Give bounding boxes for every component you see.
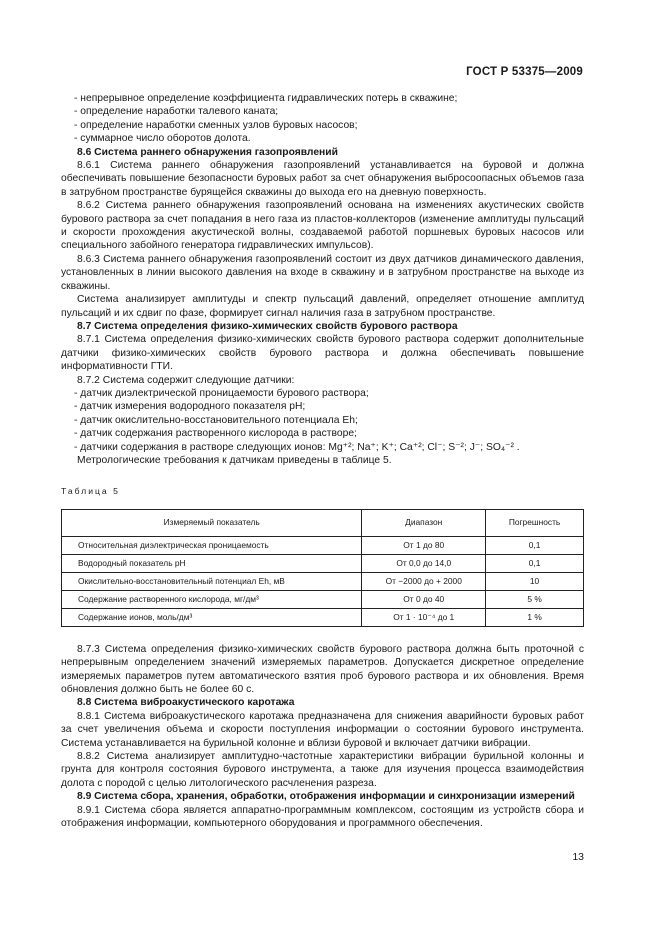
- section-heading-8-7: 8.7 Система определения физико-химических свойств бурового раствора: [77, 320, 458, 332]
- list-item: - определение наработки талевого каната;: [74, 106, 279, 118]
- paragraph-8-7-3: 8.7.3 Система определения физико-химических свойств бурового раствора должна быть проточной с непрерывным определением значений измеряемых параметров. Допускается дискретное определение измеряемых параметров путем автоматического взятия проб бурового раствора и их обновления. Время обновления должно быть не более 60 с.: [61, 643, 584, 695]
- table-cell: От 0,0 до 14,0: [362, 554, 486, 572]
- table-cell: Окислительно-восстановительный потенциал Eh, мВ: [62, 572, 362, 590]
- paragraph-8-9-1: 8.9.1 Система сбора является аппаратно-программным комплексом, состоящим из устройств сбора и отображения информации, компьютерного оборудования и программного обеспечения.: [61, 804, 584, 830]
- list-item: - датчик окислительно-восстановительного потенциала Eh;: [74, 414, 358, 426]
- paragraph-8-8-2: 8.8.2 Система анализирует амплитудно-частотные характеристики вибрации бурильной колонны и грунта для контроля состояния бурового инструмента, а также для изучения процесса взаимодействия долота с породой с целью литологического расчленения разреза.: [61, 751, 584, 789]
- page-content: [61, 92, 584, 830]
- list-item: [61, 441, 584, 454]
- section-heading-8-9: 8.9 Система сбора, хранения, обработки, отображения информации и синхронизации измерений: [77, 791, 575, 803]
- document-header: ГОСТ Р 53375—2009: [466, 66, 583, 78]
- list-item: - суммарное число оборотов долота.: [74, 133, 251, 145]
- paragraph-metrology: Метрологические требования к датчикам приведены в таблице 5.: [77, 454, 392, 466]
- table-cell: 10: [486, 572, 584, 590]
- list-item: - непрерывное определение коэффициента гидравлических потерь в скважине;: [74, 93, 458, 104]
- list-item: - датчик диэлектрической проницаемости бурового раствора;: [74, 387, 369, 399]
- column-header: Диапазон: [362, 509, 486, 536]
- table-header-row: [62, 509, 584, 536]
- ions-prefix: - датчики содержания в растворе следующих ионов:: [74, 441, 326, 453]
- paragraph-8-8-1: 8.8.1 Система виброакустического каротажа предназначена для снижения аварийности буровых работ за счет увеличения объема и скорости поступления информации о состоянии бурового инструмента. Система устанавливается на бурильной колонне и вблизи буровой и включает датчики вибрации.: [61, 710, 584, 749]
- table-cell: От 1 до 80: [362, 536, 486, 554]
- table-row: [62, 572, 584, 590]
- table-caption: Таблица 5: [61, 486, 120, 497]
- column-header: Погрешность: [486, 509, 584, 536]
- paragraph-8-7-1: 8.7.1 Система определения физико-химических свойств бурового раствора содержит дополнительные датчики физико-химических свойств бурового раствора и должна обеспечивать повышение информативности ГТИ.: [61, 334, 584, 373]
- table-row: [62, 608, 584, 626]
- column-header: Измеряемый показатель: [62, 509, 362, 536]
- paragraph-8-6-3: 8.6.3 Система раннего обнаружения газопроявлений состоит из двух датчиков динамического давления, установленных в линии высокого давления на входе в скважину и в затрубном пространстве на выходе из скважины.: [61, 253, 584, 292]
- table-row: [62, 590, 584, 608]
- table-cell: 0,1: [486, 554, 584, 572]
- paragraph-8-6-system: Система анализирует амплитуды и спектр пульсаций давлений, определяет отношение амплитуд пульсаций и их сдвиг по фазе, формирует сигнал наличия газа в затрубном пространстве.: [61, 294, 584, 319]
- table-cell: От 1 · 10⁻⁴ до 1: [362, 608, 486, 626]
- list-item: - определение наработки сменных узлов буровых насосов;: [74, 119, 358, 131]
- table-cell: От −2000 до + 2000: [362, 572, 486, 590]
- table-cell: Относительная диэлектрическая проницаемость: [62, 536, 362, 554]
- section-heading-8-6: 8.6 Система раннего обнаружения газопроявлений: [77, 146, 338, 158]
- table-cell: 0,1: [486, 536, 584, 554]
- table-cell: Содержание растворенного кислорода, мг/дм³: [62, 590, 362, 608]
- table-5: [61, 509, 584, 627]
- paragraph-8-6-2: 8.6.2 Система раннего обнаружения газопроявлений основана на изменениях акустических свойств бурового раствора за счет попадания в него газа из пластов-коллекторов (изменение амплитуды пульсаций и скорости прохождения акустической волны, создаваемой работой поршневых буровых насосов или специального забойного генератора гидравлических импульсов).: [61, 200, 584, 252]
- page-number: 13: [572, 851, 584, 863]
- list-item: - датчик содержания растворенного кислорода в растворе;: [74, 428, 357, 440]
- table-cell: 5 %: [486, 590, 584, 608]
- paragraph-8-6-1: 8.6.1 Система раннего обнаружения газопроявлений устанавливается на буровой и должна обеспечивать повышение безопасности буровых работ за счет обнаружения выбросоопасных объемов газа в затрубном пространстве бурящейся скважины до выхода его на дневную поверхность.: [61, 160, 584, 198]
- ions-list: Mg⁺²; Na⁺; K⁺; Ca⁺²; Cl⁻; S⁻²; J⁻; SO₄⁻² .: [328, 441, 520, 453]
- table-cell: 1 %: [486, 608, 584, 626]
- table-cell: От 0 до 40: [362, 590, 486, 608]
- section-heading-8-8: 8.8 Система виброакустического каротажа: [77, 697, 295, 709]
- table-cell: Водородный показатель pH: [62, 554, 362, 572]
- table-row: [62, 554, 584, 572]
- table-cell: Содержание ионов, моль/дм³: [62, 608, 362, 626]
- table-row: [62, 536, 584, 554]
- list-item: - датчик измерения водородного показателя pH;: [74, 401, 306, 413]
- paragraph-8-7-2: 8.7.2 Система содержит следующие датчики:: [77, 374, 295, 386]
